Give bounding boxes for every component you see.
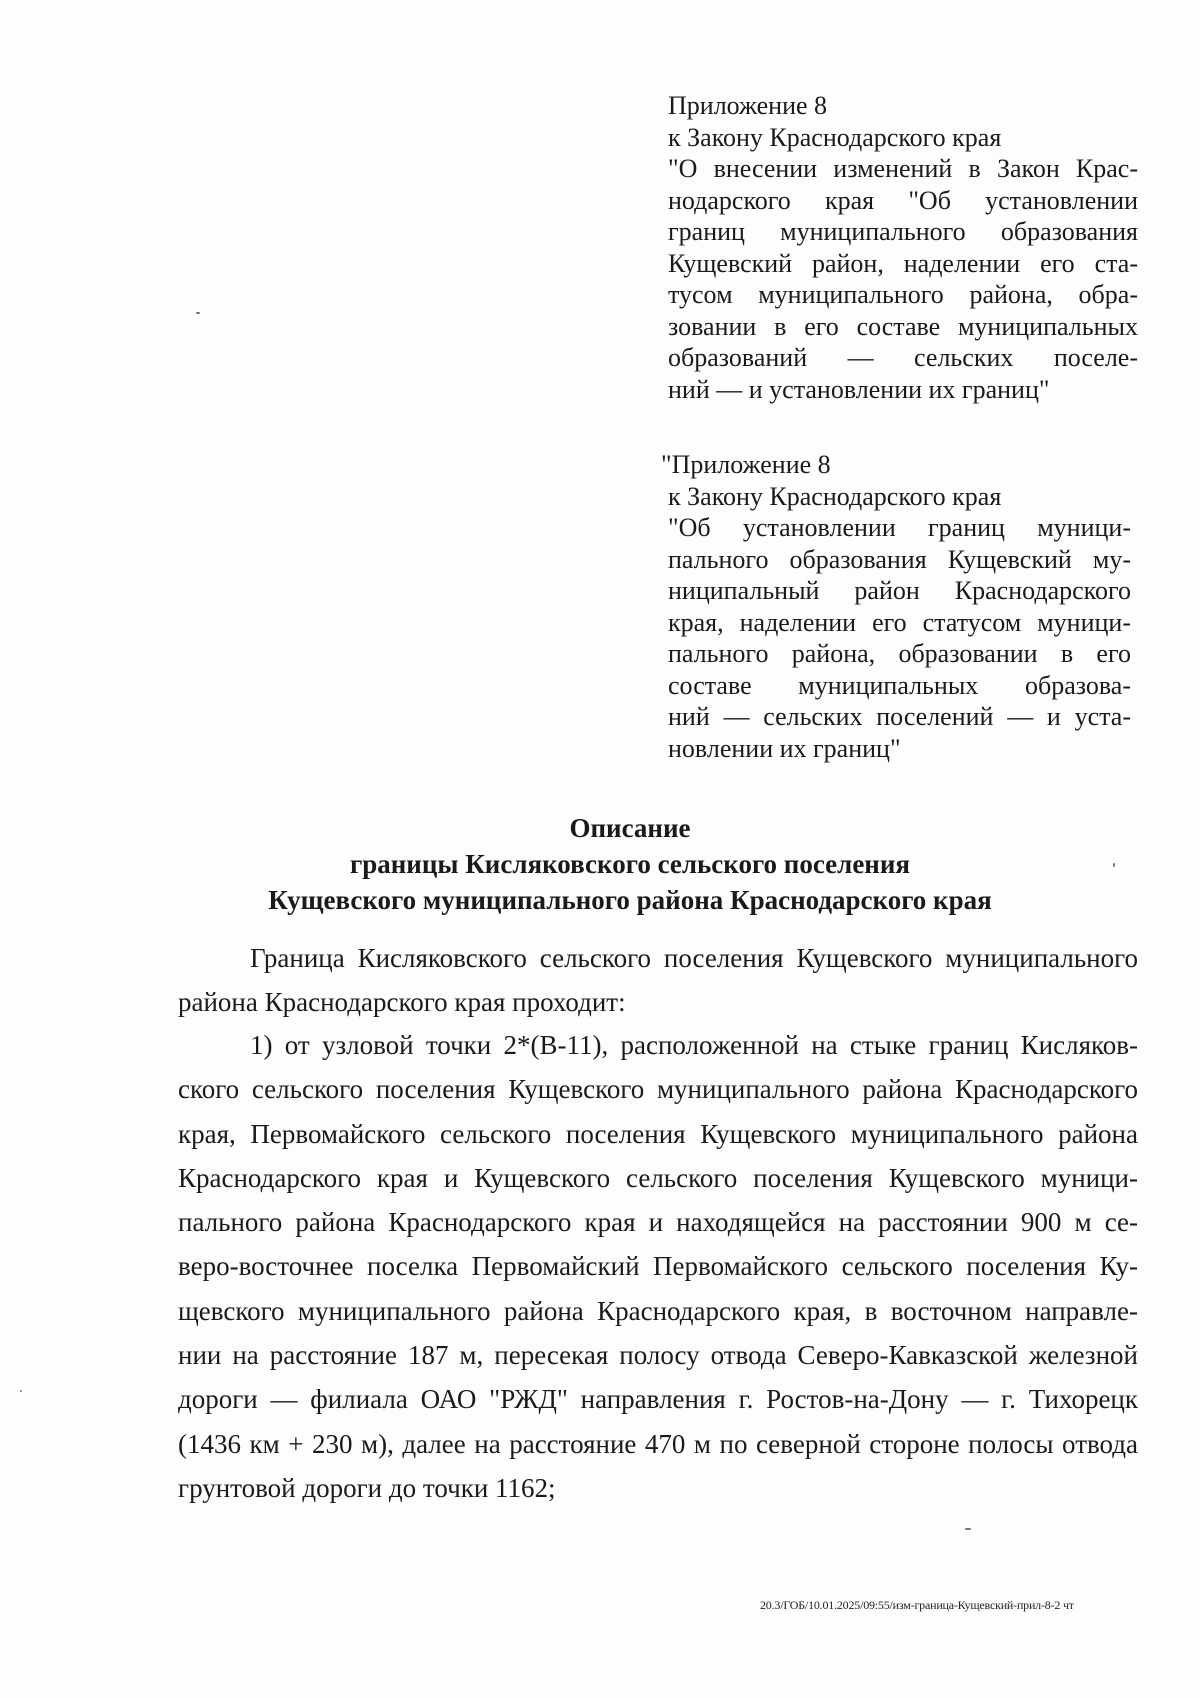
- scan-speck: [965, 1528, 971, 1530]
- title-line-3: Кущевского муниципального района Краснодарского края: [268, 885, 992, 915]
- document-title: [180, 810, 1080, 918]
- appendix-line: границ муниципального образования: [668, 217, 1138, 246]
- appendix-line: пального образования Кущевский му-: [668, 544, 1131, 574]
- appendix-line: Кущевский район, наделении его ста-: [668, 248, 1138, 278]
- paragraph-line: пального района Краснодарского края и находящейся на расстоянии 900 м се-: [178, 1207, 1138, 1238]
- appendix-line: составе муниципальных образова-: [668, 670, 1131, 700]
- appendix-line: к Закону Краснодарского края: [668, 122, 1002, 152]
- paragraph-line: Краснодарского края и Кущевского сельского поселения Кущевского муници-: [178, 1162, 1138, 1193]
- paragraph-line: 1) от узловой точки 2*(В-11), расположенной на стыке границ Кисляков-: [250, 1030, 1138, 1060]
- boundary-point-1-paragraph: [178, 1023, 1138, 1510]
- appendix-line: образований — сельских поселе-: [668, 343, 1138, 372]
- paragraph-line: (1436 км + 230 м), далее на расстояние 470 м по северной стороне полосы отвода: [178, 1428, 1138, 1459]
- paragraph-line: нии на расстояние 187 м, пересекая полосу отвода Северо-Кавказской железной: [178, 1340, 1138, 1371]
- intro-paragraph: [178, 936, 1138, 1025]
- appendix-line: пального района, образовании в его: [668, 639, 1131, 668]
- paragraph-line: веро-восточнее поселка Первомайский Первомайского сельского поселения Ку-: [178, 1251, 1138, 1282]
- appendix-line: зовании в его составе муниципальных: [668, 311, 1138, 341]
- scan-speck: [1113, 863, 1115, 867]
- appendix-header-original: [661, 449, 1131, 764]
- appendix-header-current: [668, 90, 1138, 405]
- paragraph-line: дороги — филиала ОАО "РЖД" направления г. Ростов-на-Дону — г. Тихорецк: [178, 1384, 1138, 1415]
- appendix-line: нодарского края "Об установлении: [668, 185, 1138, 215]
- appendix-line: тусом муниципального района, обра-: [668, 280, 1138, 309]
- document-footer-stamp: 20.3/ГОБ/10.01.2025/09:55/изм-граница-Кущевский-прил-8-2 чт: [760, 1598, 1074, 1612]
- appendix-line: "Приложение 8: [661, 450, 831, 479]
- paragraph-line: края, Первомайского сельского поселения Кущевского муниципального района: [178, 1118, 1138, 1149]
- title-line-2: границы Кисляковского сельского поселения: [349, 849, 911, 879]
- appendix-line: новлении их границ": [668, 733, 901, 763]
- title-line-1: Описание: [569, 813, 691, 843]
- appendix-line: края, наделении его статусом муници-: [668, 607, 1131, 637]
- paragraph-line: щевского муниципального района Краснодарского края, в восточном направле-: [178, 1295, 1138, 1326]
- scan-speck: [20, 1390, 22, 1392]
- appendix-line: к Закону Краснодарского края: [668, 481, 1002, 511]
- appendix-line: Приложение 8: [668, 91, 828, 120]
- scan-speck: [196, 312, 200, 314]
- appendix-line: "О внесении изменений в Закон Крас-: [668, 154, 1138, 183]
- paragraph-line: грунтовой дороги до точки 1162;: [178, 1472, 556, 1503]
- appendix-line: ний — сельских поселений — и уста-: [668, 702, 1131, 731]
- appendix-line: "Об установлении границ муници-: [668, 513, 1131, 542]
- paragraph-line: ского сельского поселения Кущевского муниципального района Краснодарского: [178, 1074, 1138, 1105]
- appendix-line: ниципальный район Краснодарского: [668, 576, 1131, 605]
- paragraph-line: Граница Кисляковского сельского поселения Кущевского муниципального: [250, 943, 1138, 973]
- paragraph-line: района Краснодарского края проходит:: [178, 987, 626, 1018]
- appendix-line: ний — и установлении их границ": [668, 374, 1050, 404]
